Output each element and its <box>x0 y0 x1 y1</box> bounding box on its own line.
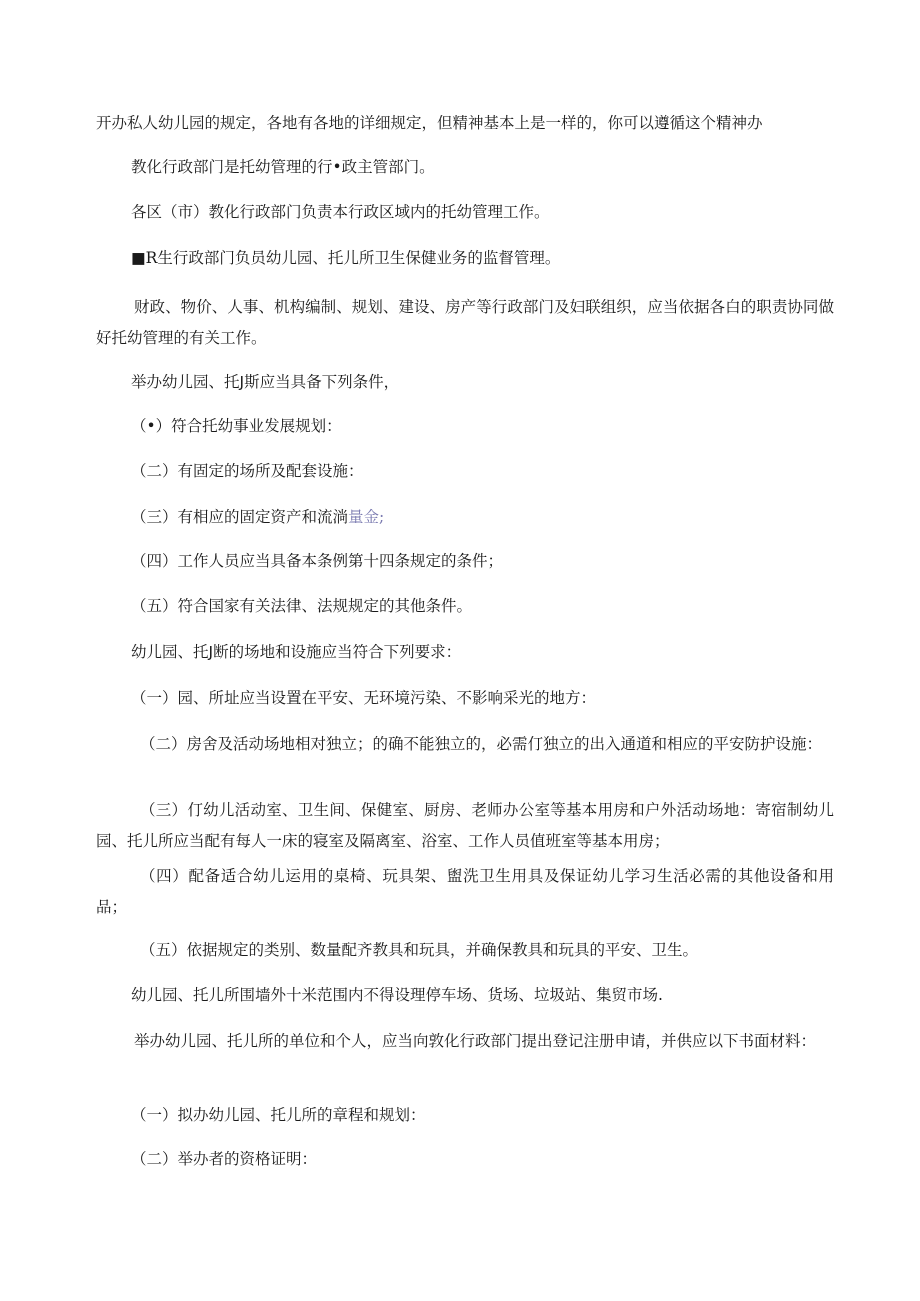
requirement-item-2: （二）房舍及活动场地相对独立；的确不能独立的，必需仃独立的出入通道和相应的平安防护设施： <box>140 735 823 753</box>
condition-item-3-tail: 量金; <box>348 508 385 526</box>
condition-item-4: （四）工作人员应当具备本条例第十四条规定的条件； <box>131 552 504 570</box>
requirement-item-3: （三）仃幼儿活动室、卫生间、保健室、厨房、老师办公室等基本用房和户外活动场地：寄宿制幼儿园、托儿所应当配有每人一床的寝室及隔离室、浴室、工作人员值班室等基本用房； <box>96 801 834 850</box>
requirements-heading: 幼儿园、托J断的场地和设施应当符合下列要求： <box>131 643 462 661</box>
intro-line: 开办私人幼儿园的规定，各地有各地的详细规定，但精神基本上是一样的，你可以遵循这个精神办 <box>96 114 763 132</box>
material-item-1: （一）拟办幼儿园、托儿所的章程和规划： <box>131 1106 426 1124</box>
requirement-item-1: （一）园、所址应当设置在平安、无环境污染、不影响采光的地方： <box>131 689 597 707</box>
material-item-2: （二）举办者的资格证明： <box>131 1150 318 1168</box>
registration-heading: 举办幼儿园、托儿所的单位和个人，应当向敦化行政部门提出登记注册申请，并供应以下书面材料： <box>134 1032 817 1050</box>
condition-item-3-text: （三）有相应的固定资产和流淌 <box>131 508 349 526</box>
requirement-item-5: （五）依据规定的类别、数量配齐教具和玩具，并确保教具和玩具的平安、卫生。 <box>140 941 699 959</box>
condition-item-1: （•）符合托幼事业发展规划： <box>131 417 342 435</box>
condition-item-2: （二）有固定的场所及配套设施： <box>131 462 364 480</box>
cooperation-paragraph: 财政、物价、人事、机构编制、规划、建设、房产等行政部门及妇联组织，应当依据各白的职责协同做好托幼管理的有关工作。 <box>96 298 834 347</box>
condition-item-5: （五）符合国家有关法律、法规规定的其他条件。 <box>131 597 473 615</box>
conditions-heading: 举办幼儿园、托J斯应当具备下列条件， <box>131 373 400 391</box>
health-dept-line: ■R生行政部门负员幼儿园、托儿所卫生保健业务的监督管理。 <box>131 249 561 267</box>
surroundings-line: 幼儿园、托儿所围墙外十米范围内不得设理停车场、货场、垃圾站、集贸市场. <box>131 986 663 1004</box>
condition-item-3 <box>131 505 384 529</box>
requirement-item-4: （四）配备适合幼儿运用的桌椅、玩具架、盥洗卫生用具及保证幼儿学习生活必需的其他设备和用品； <box>96 867 834 916</box>
admin-dept-line: 教化行政部门是托幼管理的行•政主管部门。 <box>131 158 435 176</box>
district-line: 各区（市）教化行政部门负责本行政区域内的托幼管理工作。 <box>131 203 550 221</box>
